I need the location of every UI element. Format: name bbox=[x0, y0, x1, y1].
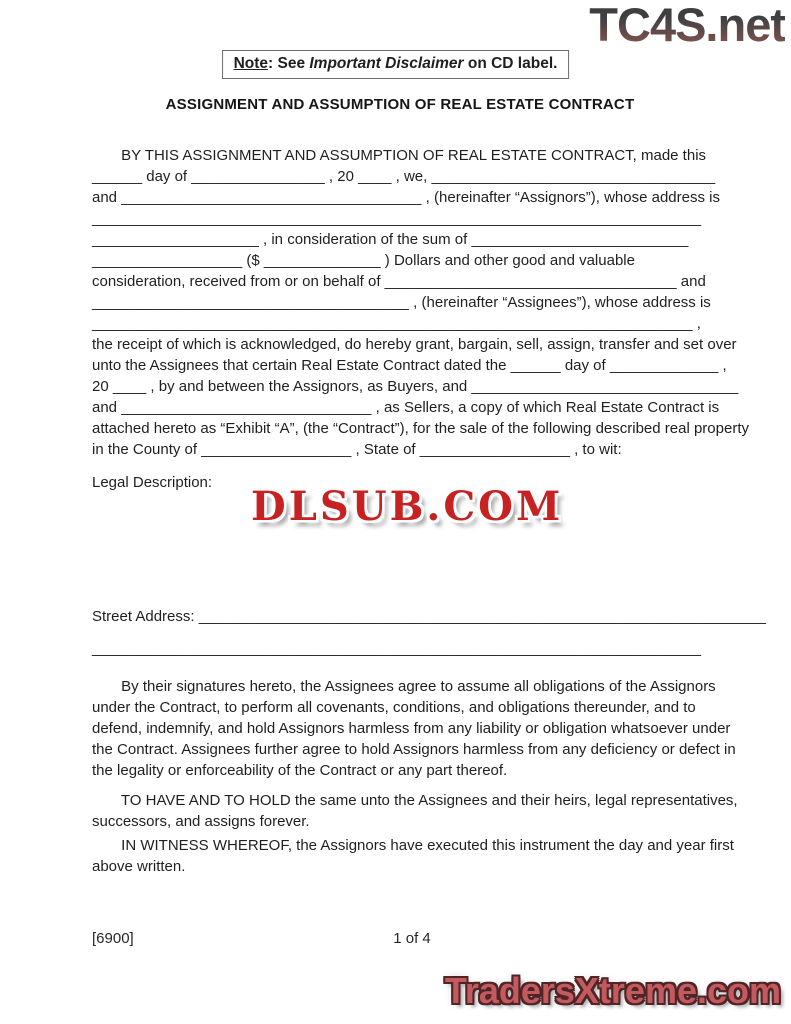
contract-body-line: ______________________________________ , (hereinafter “Assignees”), whose address is bbox=[92, 294, 711, 311]
contract-body-line: and ______________________________ , as Sellers, a copy of which Real Estate Contract is bbox=[92, 399, 720, 416]
contract-body-line: ________________________________________________________________________ , bbox=[92, 315, 701, 332]
street-address-block bbox=[92, 601, 766, 665]
paragraph-line: successors, and assigns forever. bbox=[92, 813, 310, 830]
witness-whereof-paragraph bbox=[92, 835, 732, 877]
contract-body-line: ______ day of ________________ , 20 ____ , we, __________________________________ bbox=[92, 168, 716, 185]
note-mid-text: : See bbox=[268, 55, 310, 72]
contract-body-line: attached hereto as “Exhibit “A”, (the “Contract”), for the sale of the following described real property bbox=[92, 420, 749, 437]
contract-body-line: BY THIS ASSIGNMENT AND ASSUMPTION OF REAL ESTATE CONTRACT, made this bbox=[92, 147, 707, 164]
tc4s-watermark: TC4S.net bbox=[589, 0, 785, 51]
contract-body-line: unto the Assignees that certain Real Estate Contract dated the ______ day of _____________ , bbox=[92, 357, 727, 374]
contract-body-line: __________________ ($ ______________ ) Dollars and other good and valuable bbox=[92, 252, 635, 269]
disclaimer-note-box bbox=[222, 50, 570, 79]
contract-body bbox=[92, 145, 749, 460]
note-label: Note bbox=[233, 55, 269, 72]
contract-body-line: and ____________________________________ , (hereinafter “Assignors”), whose address is bbox=[92, 189, 720, 206]
paragraph-line: above written. bbox=[92, 858, 186, 875]
tradersxtreme-watermark: TradersXtreme.com bbox=[444, 970, 781, 1011]
paragraph-line: the legality or enforceability of the Contract or any part thereof. bbox=[92, 762, 508, 779]
contract-body-line: the receipt of which is acknowledged, do hereby grant, bargain, sell, assign, transfer and set over bbox=[92, 336, 737, 353]
have-and-hold-paragraph bbox=[92, 790, 738, 832]
contract-body-line: in the County of __________________ , State of __________________ , to wit: bbox=[92, 441, 622, 458]
paragraph-line: defend, indemnify, and hold Assignors harmless from any liability or obligation whatsoever under bbox=[92, 720, 731, 737]
contract-body-line: 20 ____ , by and between the Assignors, as Buyers, and ________________________________ bbox=[92, 378, 739, 395]
paragraph-line: TO HAVE AND TO HOLD the same unto the Assignees and their heirs, legal representatives, bbox=[92, 792, 738, 809]
paragraph-line: By their signatures hereto, the Assignees agree to assume all obligations of the Assignors bbox=[92, 678, 716, 695]
document-number: [6900] bbox=[92, 930, 134, 947]
contract-body-line: consideration, received from or on behalf of ___________________________________ and bbox=[92, 273, 706, 290]
dlsub-watermark: DLSUB.COM bbox=[251, 483, 564, 530]
street-address-line: Street Address: ____________________________________________________________________ bbox=[92, 608, 766, 625]
document-title: ASSIGNMENT AND ASSUMPTION OF REAL ESTATE CONTRACT bbox=[165, 96, 635, 113]
assume-obligations-paragraph bbox=[92, 676, 736, 781]
paragraph-line: under the Contract, to perform all covenants, conditions, and obligations thereunder, and to bbox=[92, 699, 696, 716]
page-number-indicator: 1 of 4 bbox=[393, 930, 431, 947]
paragraph-line: IN WITNESS WHEREOF, the Assignors have executed this instrument the day and year first bbox=[92, 837, 734, 854]
paragraph-line: the Contract. Assignees further agree to hold Assignors harmless from any deficiency or defect in bbox=[92, 741, 736, 758]
contract-body-line: ____________________ , in consideration of the sum of __________________________ bbox=[92, 231, 689, 248]
street-address-line: _________________________________________________________________________ bbox=[92, 640, 701, 657]
contract-body-line: _________________________________________________________________________ bbox=[92, 210, 701, 227]
legal-description-label: Legal Description: bbox=[92, 474, 213, 491]
note-emphasis-text: Important Disclaimer bbox=[309, 55, 464, 72]
note-tail-text: on CD label. bbox=[463, 55, 558, 72]
